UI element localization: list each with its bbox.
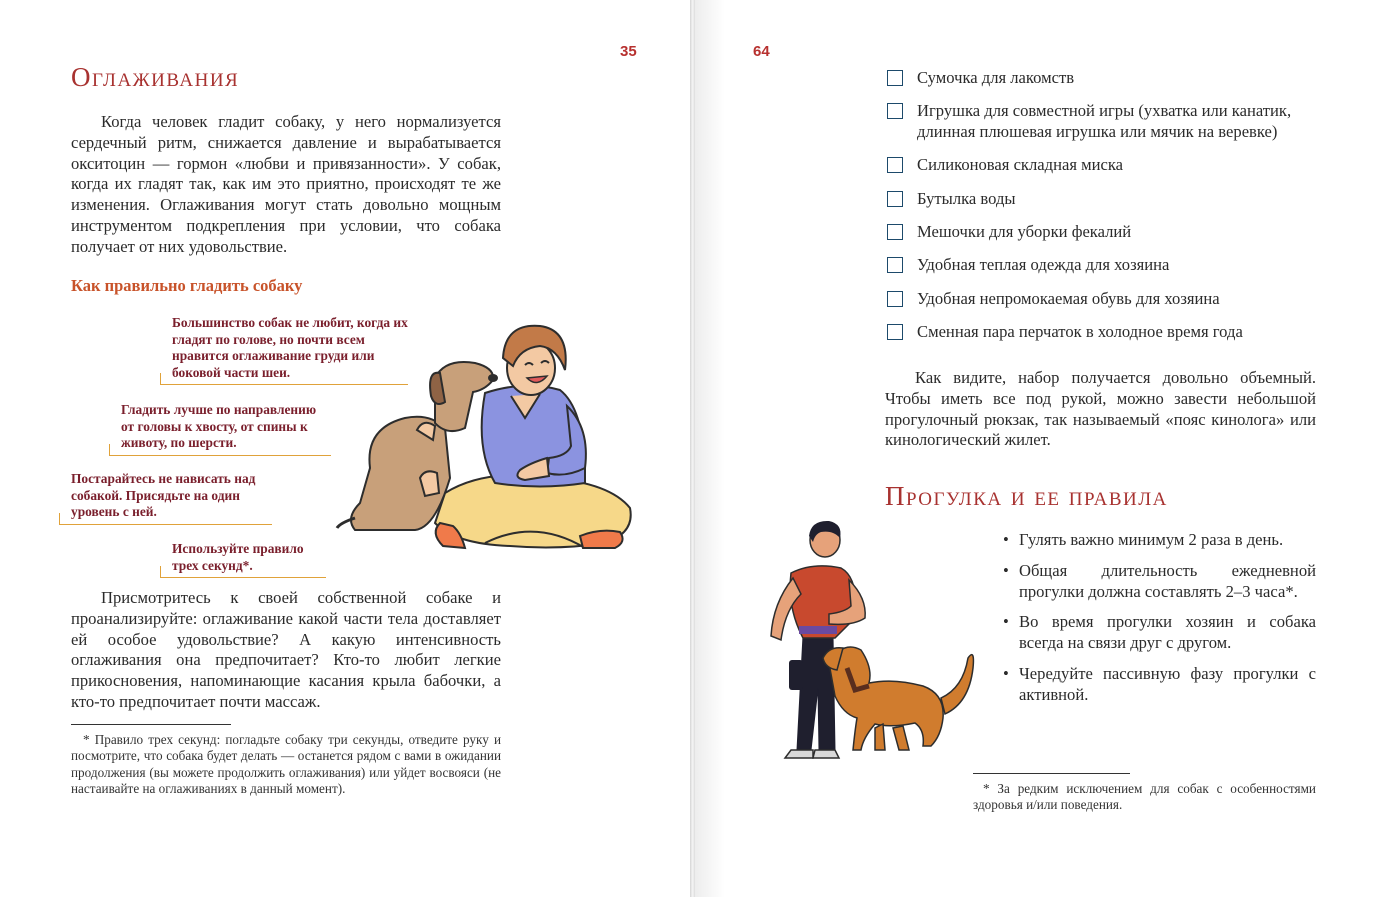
callout-line xyxy=(59,513,272,525)
checkbox-icon xyxy=(887,103,903,119)
checklist-item: Удобная теплая одежда для хозяина xyxy=(885,255,1325,275)
section-title: Прогулка и ее правила xyxy=(885,481,1168,511)
checklist-item: Игрушка для совместной игры (ухватка или канатик, длинная плюшевая игрушка или мячик на веревке) xyxy=(885,101,1325,142)
checkbox-icon xyxy=(887,224,903,240)
checkbox-icon xyxy=(887,157,903,173)
subheading: Как правильно гладить собаку xyxy=(71,276,303,295)
callout-2 xyxy=(109,402,331,456)
footnote: * Правило трех секунд: погладьте собаку три секунды, отведите руку и посмотрите, что собака будет делать — останется рядом с вами в ожидании продолжения (вы можете продолжить оглаживания) или уйдет восвояси (не настаивайте на оглаживаниях в данный момент). xyxy=(71,732,501,797)
footnote-rule xyxy=(71,724,231,725)
checkbox-icon xyxy=(887,291,903,307)
checklist-item: Силиконовая складная миска xyxy=(885,155,1325,175)
bullet-icon: • xyxy=(1003,612,1009,632)
callout-text: Большинство собак не любит, когда их гладят по голове, но почти всем нравится оглаживание груди или боковой части шеи. xyxy=(172,315,408,380)
callout-text: Постарайтесь не нависать над собакой. Присядьте на один уровень с ней. xyxy=(71,471,256,519)
bullet-item: • Общая длительность ежедневной прогулки должна составлять 2–3 часа*. xyxy=(1003,560,1316,601)
bullet-icon: • xyxy=(1003,663,1009,683)
checkbox-icon xyxy=(887,324,903,340)
page-number: 35 xyxy=(620,43,637,60)
checkbox-icon xyxy=(887,70,903,86)
checklist xyxy=(885,68,1325,343)
checklist-item: Сменная пара перчаток в холодное время года xyxy=(885,322,1325,342)
checklist-item: Бутылка воды xyxy=(885,189,1325,209)
checklist-item: Удобная непромокаемая обувь для хозяина xyxy=(885,289,1325,309)
man-with-dog-illustration xyxy=(763,518,978,770)
bullet-item: • Гулять важно минимум 2 раза в день. xyxy=(1003,530,1284,549)
callout-line xyxy=(109,444,331,456)
closing-paragraph: Присмотритесь к своей собственной собаке и проанализируйте: оглаживание какой части тела доставляет ей особое удовольствие? А какую интенсивность оглаживания она предпочитает? Кто-то любит легкие прикосновения, напоминающие касания крыла бабочки, а кто-то предпочитает почти массаж. xyxy=(71,588,501,711)
intro-paragraph: Когда человек гладит собаку, у него нормализуется сердечный ритм, снижается давление и вырабатывается окситоцин — гормон «любви и привязанности». У собак, когда их гладят так, как им это приятно, происходят те же изменения. Оглаживания могут стать довольно мощным инструментом подкрепления при условии, что собака получает от них удовольствие. xyxy=(71,112,501,256)
page-number: 64 xyxy=(753,43,770,60)
callout-3 xyxy=(59,471,272,525)
walk-rules-list xyxy=(1003,530,1316,716)
right-page xyxy=(695,0,1385,897)
bullet-icon: • xyxy=(1003,530,1009,549)
bullet-item: • Чередуйте пассивную фазу прогулки с активной. xyxy=(1003,663,1316,704)
footnote: * За редким исключением для собак с особенностями здоровья и/или поведения. xyxy=(973,781,1316,813)
bullet-item: • Во время прогулки хозяин и собака всегда на связи друг с другом. xyxy=(1003,612,1316,653)
footnote-rule xyxy=(973,773,1130,774)
checkbox-icon xyxy=(887,191,903,207)
section-title: Оглаживания xyxy=(71,62,240,92)
checklist-item: Мешочки для уборки фекалий xyxy=(885,222,1325,242)
checkbox-icon xyxy=(887,257,903,273)
left-page xyxy=(0,0,692,897)
callout-line xyxy=(160,566,326,578)
callout-text: Гладить лучше по направлению от головы к хвосту, от спины к животу, по шерсти. xyxy=(121,402,317,450)
callout-4 xyxy=(160,541,326,578)
person-with-dog-illustration xyxy=(335,318,640,558)
bullet-icon: • xyxy=(1003,560,1009,580)
callout-text: Используйте правило трех секунд*. xyxy=(172,541,304,573)
summary-paragraph: Как видите, набор получается довольно объемный. Чтобы иметь все под рукой, можно завести небольшой прогулочный рюкзак, так называемый «пояс кинолога» или кинологический жилет. xyxy=(885,368,1316,450)
checklist-item: Сумочка для лакомств xyxy=(885,68,1325,88)
